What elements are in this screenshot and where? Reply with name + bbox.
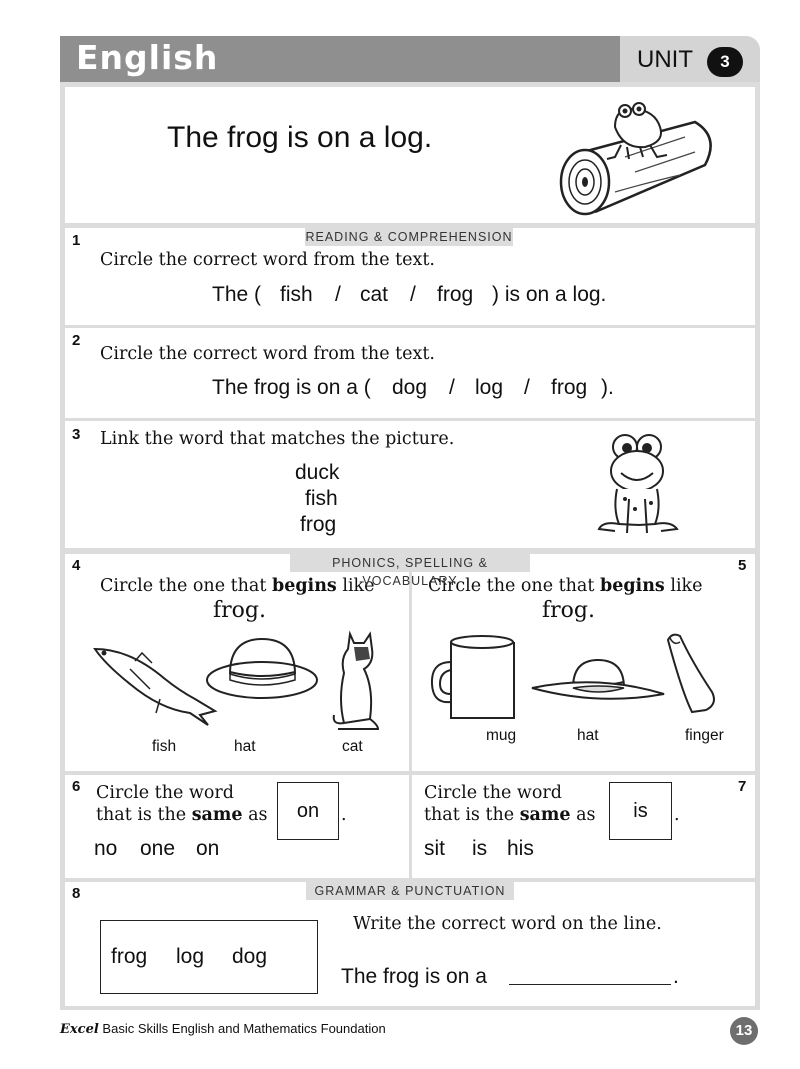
picture-label: hat (234, 738, 256, 755)
word-bank-dog: dog (232, 945, 268, 968)
hat-icon[interactable] (528, 654, 668, 720)
unit-number-badge: 3 (707, 47, 743, 77)
question-number: 4 (72, 557, 81, 574)
intro-panel (65, 87, 755, 223)
option-cat[interactable]: cat (360, 283, 389, 306)
question-instruction: Circle the correct word from the text. (100, 250, 435, 270)
sentence-pre: The frog is on a ( (212, 376, 371, 399)
answer-line[interactable] (509, 984, 671, 985)
option-separator: / (524, 376, 530, 399)
mug-icon[interactable] (426, 634, 522, 724)
question-number: 7 (738, 778, 747, 795)
option-fish[interactable]: fish (280, 283, 313, 306)
picture-label: fish (152, 738, 177, 755)
punctuation: . (674, 805, 680, 825)
option-dog[interactable]: dog (392, 376, 428, 399)
choice-sit[interactable]: sit (424, 837, 445, 860)
unit-label: UNIT (637, 46, 693, 73)
question-4-panel (65, 554, 409, 771)
sentence-pre: The ( (212, 283, 262, 306)
word-box: on (277, 782, 339, 840)
hat-icon[interactable] (205, 634, 320, 704)
fish-icon[interactable] (90, 639, 220, 727)
frog-on-log-icon (555, 97, 725, 219)
question-number: 6 (72, 778, 81, 795)
option-frog[interactable]: frog (551, 376, 588, 399)
picture-label: cat (342, 738, 363, 755)
picture-label: hat (577, 727, 599, 744)
question-instruction: Circle the one that begins like (100, 576, 375, 596)
link-word-fish[interactable]: fish (305, 487, 338, 510)
section-tag-grammar: GRAMMAR & PUNCTUATION (306, 882, 514, 900)
link-word-frog[interactable]: frog (300, 513, 337, 536)
question-instruction: Circle the word (96, 783, 234, 803)
question-instruction: Circle the correct word from the text. (100, 344, 435, 364)
picture-label: finger (685, 727, 724, 744)
footer-title: Basic Skills English and Mathematics Foundation (102, 1021, 386, 1036)
frog-icon (595, 429, 685, 541)
choice-one[interactable]: one (140, 837, 176, 860)
section-tag-phonics: PHONICS, SPELLING & VOCABULARY (290, 554, 530, 572)
choice-on[interactable]: on (196, 837, 220, 860)
option-separator: / (335, 283, 341, 306)
choice-is[interactable]: is (472, 837, 488, 860)
finger-icon[interactable] (662, 632, 722, 714)
punctuation: . (673, 965, 679, 988)
choice-his[interactable]: his (507, 837, 534, 860)
subject-title: English (76, 38, 219, 77)
question-instruction: that is the same as (424, 805, 596, 825)
question-instruction: that is the same as (96, 805, 268, 825)
question-number: 5 (738, 557, 747, 574)
word-bank-frog: frog (111, 945, 148, 968)
punctuation: . (341, 805, 347, 825)
target-word: frog. (542, 598, 595, 623)
section-tag-reading: READING & COMPREHENSION (305, 230, 513, 244)
intro-sentence: The frog is on a log. (167, 121, 433, 154)
footer-brand: Excel (60, 1022, 99, 1037)
question-instruction: Link the word that matches the picture. (100, 429, 455, 449)
question-5-panel (412, 554, 755, 771)
choice-no[interactable]: no (94, 837, 118, 860)
question-instruction: Circle the one that begins like (428, 576, 703, 596)
question-3-panel (65, 421, 755, 548)
question-7-panel (412, 775, 755, 878)
question-6-panel (65, 775, 409, 878)
option-log[interactable]: log (475, 376, 504, 399)
sentence-post: ). (601, 376, 614, 399)
question-2-panel (65, 328, 755, 418)
option-frog[interactable]: frog (437, 283, 474, 306)
question-instruction: Write the correct word on the line. (353, 914, 662, 934)
question-number: 1 (72, 232, 81, 249)
option-separator: / (410, 283, 416, 306)
question-number: 2 (72, 332, 81, 349)
sentence: The frog is on a (341, 965, 487, 988)
word-bank-box (100, 920, 318, 994)
cat-icon[interactable] (330, 629, 380, 731)
question-number: 8 (72, 885, 81, 902)
footer-text (60, 1021, 386, 1037)
word-bank-log: log (176, 945, 205, 968)
sentence-post: ) is on a log. (492, 283, 607, 306)
link-word-duck[interactable]: duck (295, 461, 340, 484)
picture-label: mug (486, 727, 517, 744)
question-instruction: Circle the word (424, 783, 562, 803)
option-separator: / (449, 376, 455, 399)
word-box: is (609, 782, 672, 840)
target-word: frog. (213, 598, 266, 623)
question-8-panel (65, 882, 755, 1006)
page-number-badge: 13 (730, 1017, 758, 1045)
question-number: 3 (72, 426, 81, 443)
